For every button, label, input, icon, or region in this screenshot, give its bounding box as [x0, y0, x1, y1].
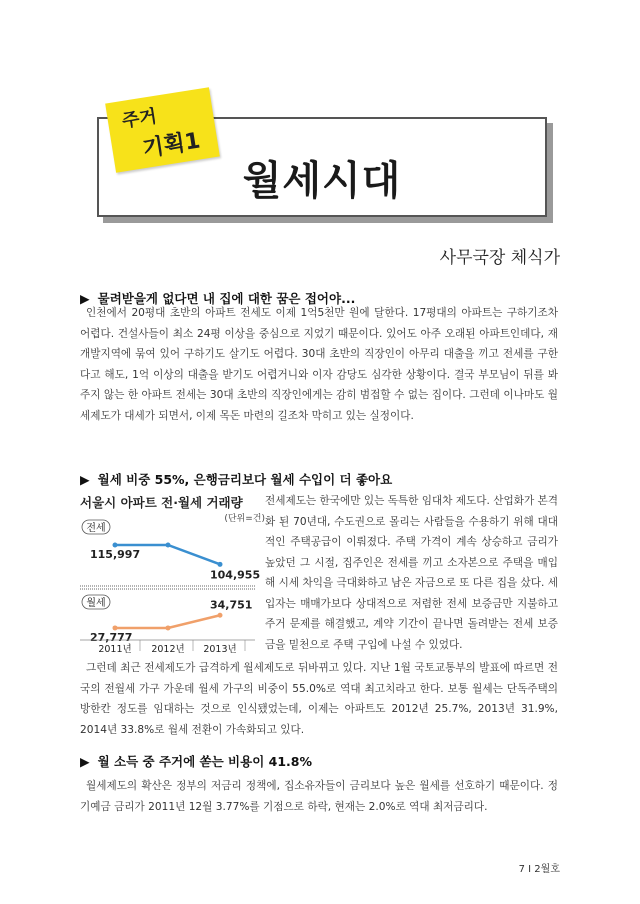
- data-point: [113, 543, 118, 548]
- triangle-bullet-icon: ▶: [80, 754, 90, 769]
- data-label: 115,997: [90, 548, 141, 562]
- x-tick-label: 2011년: [98, 644, 132, 655]
- series-badge-label: 월세: [86, 598, 106, 609]
- section-paragraph-3: [80, 776, 558, 817]
- data-label: 34,751: [210, 598, 253, 612]
- page-title: 월세시대: [242, 158, 402, 204]
- data-point: [218, 562, 223, 567]
- triangle-bullet-icon: ▶: [80, 472, 90, 487]
- sticker-line1: 주거: [120, 105, 159, 133]
- paragraph-text: 그런데 최근 전세제도가 급격하게 월세제도로 뒤바뀌고 있다. 지난 1월 국토교통부의 발표에 따르면 전국의 전월세 가구 가운데 월세 가구의 비중이 55.0%로 역대 최고치라고 한다. 보통 월세는 단독주택의 방한칸 정도를 임대하는 것으로 인식됐었는데, 이제는 아파트도 2012년 25.7%, 2013년 31.9%, 2014년 33.8%로 월세 전환이 가속화되고 있다.: [80, 662, 558, 736]
- rent-chart: [80, 493, 265, 658]
- section-paragraph-2: [80, 658, 558, 740]
- chart-unit: (단위=건): [224, 514, 265, 524]
- sticker-line2: 기획1: [140, 128, 202, 163]
- section-wrap-paragraph: 전세제도는 한국에만 있는 독특한 임대차 제도다. 산업화가 본격화 된 70년대, 수도권으로 몰리는 사람들을 수용하기 위해 대대적인 주택공급이 이뤄졌다. 주택 가격이 계속 상승하고 금리가 높았던 그 시절, 집주인은 전세를 끼고 소자본으로 주택을 매입해 시세 차익을 극대화하고 남은 자금으로 또 다른 집을 샀다. 세입자는 매매가보다 상대적으로 저렴한 전세 보증금만 지불하고 주거 문제를 해결했고, 계약 기간이 끝나면 돌려받는 전세 보증금을 밑천으로 주택 구입에 나설 수 있었다.: [265, 495, 559, 651]
- x-tick-label: 2013년: [203, 644, 237, 655]
- data-label: 104,955: [210, 568, 261, 582]
- data-point: [218, 613, 223, 618]
- section-heading-3: [80, 752, 312, 770]
- paragraph-text: 인천에서 20평대 초반의 아파트 전세도 이제 1억5천만 원에 달한다. 17평대의 아파트는 구하기조차 어렵다. 건설사들이 최소 24평 이상을 중심으로 지었기 때문이다. 있어도 아주 오래된 아파트인데다, 재개발지역에 묶여 있어 구하기도 살기도 어렵다. 30대 초반의 직장인이 아무리 대출을 끼고 전세를 구한다고 해도, 1억 이상의 대출을 받기도 어렵거니와 이자 감당도 심각한 상황이다. 결국 부모님이 뒤를 봐주지 않는 한 아파트 전세는 30대 초반의 직장인에게는 감히 범접할 수 없는 집이다. 그런데 이나마도 월세제도가 대세가 되면서, 이제 목돈 마련의 길조차 막히고 있는 실정이다.: [80, 307, 558, 422]
- data-point: [166, 543, 171, 548]
- section-heading-text: 월 소득 중 주거에 쏟는 비용이 41.8%: [97, 754, 313, 769]
- author: 사무국장 체식가: [439, 248, 560, 268]
- data-label: 27,777: [90, 630, 133, 644]
- triangle-bullet-icon: ▶: [80, 291, 90, 306]
- section-paragraph-1: [80, 303, 558, 426]
- series-badge-label: 전세: [86, 523, 106, 534]
- paragraph-text: 월세제도의 확산은 정부의 저금리 정책에, 집소유자들이 금리보다 높은 월세를 선호하기 때문이다. 정기예금 금리가 2011년 12월 3.77%를 기점으로 하락, 현재는 2.0%로 역대 최저금리다.: [80, 780, 558, 813]
- data-point: [166, 625, 171, 630]
- x-tick-label: 2012년: [151, 644, 185, 655]
- chart-canvas: [80, 493, 261, 658]
- data-point: [113, 625, 118, 630]
- section-heading-text: 월세 비중 55%, 은행금리보다 월세 수입이 더 좋아요: [97, 472, 393, 487]
- section-heading-text: 물려받을게 없다면 내 집에 대한 꿈은 접어야...: [97, 291, 356, 306]
- page-footer: 7 I 2월호: [518, 864, 560, 875]
- section-heading-2: [80, 470, 392, 488]
- chart-title: 서울시 아파트 전·월세 거래량: [80, 495, 243, 510]
